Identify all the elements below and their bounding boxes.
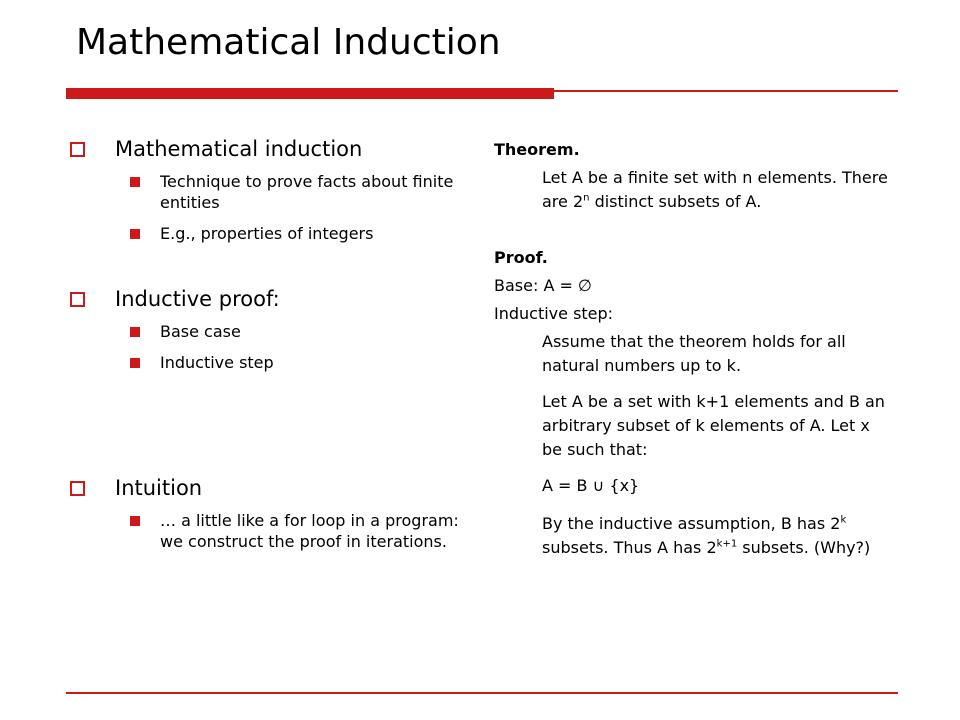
theorem-label: Theorem. bbox=[494, 140, 580, 159]
assumption-text: Assume that the theorem holds for all natural numbers up to k. bbox=[542, 332, 846, 375]
conclusion-text: By the inductive assumption, B has 2$^k$ subsets. Thus A has $2^{k+1}$ subsets. (Why?) bbox=[542, 514, 871, 557]
filled-square-bullet-icon bbox=[130, 358, 140, 368]
filled-square-bullet-icon bbox=[130, 229, 140, 239]
title-underline-rule bbox=[554, 90, 898, 92]
hollow-square-bullet-icon bbox=[70, 292, 85, 307]
section-mathematical-induction bbox=[70, 137, 460, 254]
equation: A = B ∪ {x} bbox=[542, 476, 640, 495]
section-heading: Intuition bbox=[115, 476, 203, 500]
section-intuition bbox=[70, 476, 460, 562]
set-definition-text: Let A be a set with k+1 elements and B an arbitrary subset of k elements of A. Let x be such that: bbox=[542, 392, 885, 459]
list-item: Base case bbox=[70, 321, 460, 342]
inductive-step-label: Inductive step: bbox=[494, 304, 614, 323]
list-item: Technique to prove facts about finite entities bbox=[70, 171, 460, 213]
filled-square-bullet-icon bbox=[130, 177, 140, 187]
hollow-square-bullet-icon bbox=[70, 481, 85, 496]
base-case-line: Base: A = ∅ bbox=[494, 276, 592, 295]
section-heading: Inductive proof: bbox=[115, 287, 280, 311]
footer-rule bbox=[66, 692, 898, 694]
title-underline-bar bbox=[66, 88, 554, 99]
filled-square-bullet-icon bbox=[130, 516, 140, 526]
filled-square-bullet-icon bbox=[130, 327, 140, 337]
section-inductive-proof bbox=[70, 287, 460, 383]
theorem-statement: Let A be a finite set with n elements. There are 2$^n$ distinct subsets of A. bbox=[542, 168, 888, 211]
theorem-proof-column bbox=[494, 138, 894, 560]
list-item: Inductive step bbox=[70, 352, 460, 373]
section-heading: Mathematical induction bbox=[115, 137, 363, 161]
list-item: … a little like a for loop in a program: we construct the proof in iterations. bbox=[70, 510, 460, 552]
proof-label: Proof. bbox=[494, 248, 548, 267]
slide-title: Mathematical Induction bbox=[76, 22, 501, 63]
list-item: E.g., properties of integers bbox=[70, 223, 460, 244]
hollow-square-bullet-icon bbox=[70, 142, 85, 157]
